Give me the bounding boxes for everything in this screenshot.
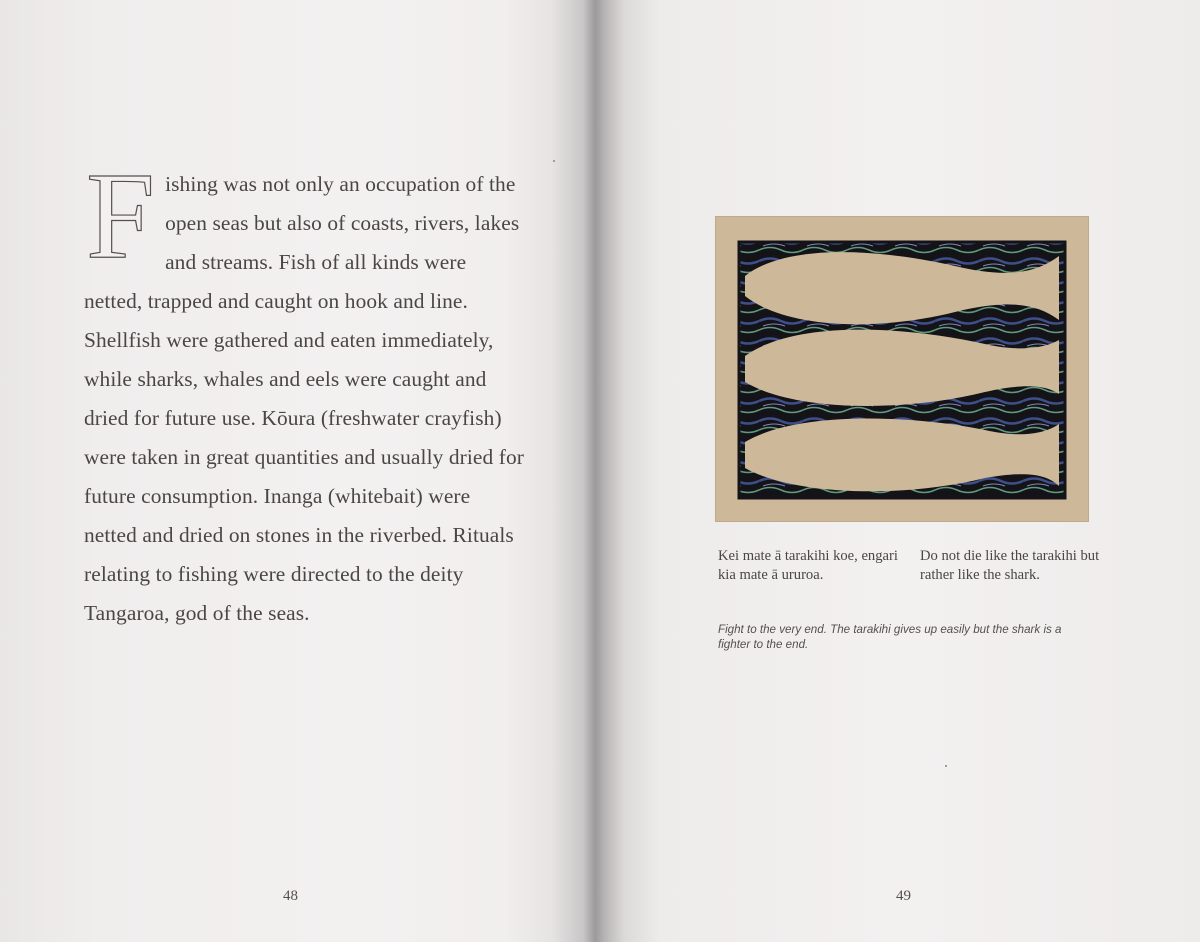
two-fish-artwork-icon	[715, 216, 1089, 522]
page-number-right: 49	[896, 888, 911, 904]
body-paragraph	[84, 147, 524, 633]
right-page	[600, 0, 1200, 942]
paper-speck	[553, 160, 555, 162]
drop-cap: F	[86, 147, 156, 284]
proverb-maori: Kei mate ā tarakihi koe, engari kia mate ā ururoa.	[718, 548, 898, 583]
left-page	[0, 0, 590, 942]
paragraph-text: ishing was not only an occupation of the open seas but also of coasts, rivers, lakes and streams. Fish of all kinds were netted, trapped and caught on hook and line. Shellfish were gathered and eaten immediately, while sharks, whales and eels were caught and dried for future use. Kōura (freshwater crayfish) were taken in great quantities and usually dried for future consumption. Inanga (whitebait) were netted and dried on stones in the riverbed. Rituals relating to fishing were directed to the deity Tangaroa, god of the seas.	[84, 172, 524, 625]
illustration	[715, 216, 1089, 522]
proverb-explanation: Fight to the very end. The tarakihi gives up easily but the shark is a fighter to the end.	[718, 623, 1062, 651]
proverb-english: Do not die like the tarakihi but rather like the shark.	[920, 548, 1100, 583]
paper-speck	[945, 765, 947, 767]
page-number-left: 48	[283, 888, 298, 904]
